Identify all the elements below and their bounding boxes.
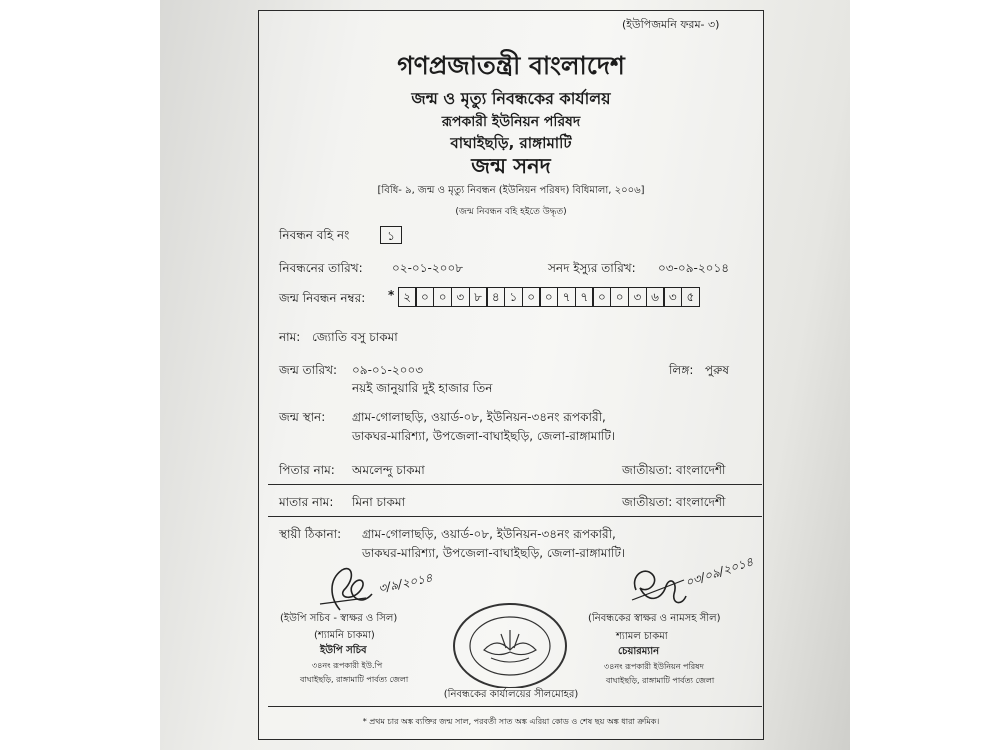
dob-label: জন্ম তারিখ:	[279, 363, 338, 377]
father-name: অমলেন্দু চাকমা	[352, 463, 425, 477]
document-title: জন্ম সনদ	[471, 154, 551, 178]
reg-no-digit: ০	[522, 287, 541, 307]
birthplace-line2: ডাকঘর-মারিশ্যা, উপজেলা-বাঘাইছড়ি, জেলা-রাঙ্গামাটি।	[352, 429, 616, 443]
registrar-sign-date: ০৩/০৯/২০১৪	[683, 554, 755, 590]
secretary-caption: (ইউপি সচিব - স্বাক্ষর ও সিল)	[280, 613, 398, 624]
reg-no-digit: ০	[415, 287, 434, 307]
registrar-signature	[622, 560, 702, 620]
reg-no-digit: ৬	[646, 287, 665, 307]
registrar-stamp-name: শ্যামল চাকমা	[616, 631, 668, 642]
father-label: পিতার নাম:	[279, 463, 335, 477]
reg-no-digit-boxes	[399, 287, 700, 307]
name-label: নাম:	[279, 330, 301, 344]
reg-no-digit: ৩	[451, 287, 470, 307]
mother-nationality-label: জাতীয়তা:	[622, 495, 673, 509]
reg-no-digit: ৩	[628, 287, 647, 307]
office-title: জন্ম ও মৃত্যু নিবন্ধকের কার্যালয়	[411, 89, 611, 108]
office-seal-caption: (নিবন্ধকের কার্যালয়ের সীলমোহর)	[443, 689, 579, 700]
mother-name: মিনা চাকমা	[352, 495, 406, 509]
footer-divider	[268, 706, 762, 707]
reg-date-label: নিবন্ধনের তারিখ:	[279, 261, 363, 275]
secretary-stamp-union: ৩৪নং রূপকারী ইউ.পি	[312, 661, 383, 670]
father-nationality-label: জাতীয়তা:	[622, 463, 673, 477]
divider	[268, 484, 762, 485]
address-label: স্থায়ী ঠিকানা:	[279, 527, 342, 541]
secretary-stamp-name: (শ্যামনি চাকমা)	[314, 630, 375, 641]
excerpt-note: (জন্ম নিবন্ধন বহি হইতে উদ্ধৃত)	[455, 207, 567, 217]
reg-date-value: ০২-০১-২০০৮	[392, 261, 464, 275]
union-name: রূপকারী ইউনিয়ন পরিষদ	[441, 114, 581, 130]
secretary-sign-date: ৩/৯/২০১৪	[377, 570, 434, 596]
reg-no-digit: ২	[398, 287, 417, 307]
sex-value: পুরুষ	[705, 363, 729, 377]
divider	[268, 516, 762, 517]
reg-no-digit: ৪	[486, 287, 505, 307]
name-value: জ্যোতি বসু চাকমা	[312, 330, 398, 344]
reg-no-digit: ৩	[663, 287, 682, 307]
reg-no-digit: ৮	[469, 287, 488, 307]
registrar-stamp-place: বাঘাইছড়ি, রাঙ্গামাটি পার্বত্য জেলা	[606, 676, 715, 685]
reg-no-digit: ১	[504, 287, 523, 307]
birthplace-line1: গ্রাম-গোলাছড়ি, ওয়ার্ড-০৮, ইউনিয়ন-৩৪নং রূপকারী,	[352, 410, 606, 424]
book-no-box: ১	[380, 226, 402, 244]
form-tag: (ইউপিজমনি ফরম- ৩)	[622, 18, 720, 31]
office-seal-emblem	[451, 600, 569, 688]
rule-reference: [বিধি- ৯, জন্ম ও মৃত্যু নিবন্ধন (ইউনিয়ন পরিষদ) বিধিমালা, ২০০৬]	[377, 185, 645, 196]
registrar-stamp-union: ৩৪নং রূপকারী ইউনিয়ন পরিষদ	[604, 662, 704, 671]
location-name: বাঘাইছড়ি, রাঙ্গামাটি	[450, 134, 572, 152]
mother-label: মাতার নাম:	[279, 495, 334, 509]
reg-no-digit: ০	[610, 287, 629, 307]
reg-no-digit: ০	[433, 287, 452, 307]
issue-date-label: সনদ ইস্যুর তারিখ:	[548, 261, 636, 275]
book-no-label: নিবন্ধন বহি নং	[279, 228, 350, 242]
birthplace-label: জন্ম স্থান:	[279, 410, 326, 424]
reg-no-digit: ০	[539, 287, 558, 307]
reg-no-label: জন্ম নিবন্ধন নম্বর:	[279, 291, 366, 305]
address-line1: গ্রাম-গোলাছড়ি, ওয়ার্ড-০৮, ইউনিয়ন-৩৪নং রূপকারী,	[362, 527, 616, 541]
reg-no-digit: ৭	[557, 287, 576, 307]
registrar-stamp-title: চেয়ারম্যান	[618, 646, 660, 657]
secretary-stamp-place: বাঘাইছড়ি, রাঙ্গামাটি পার্বত্য জেলা	[300, 675, 409, 684]
sex-label: লিঙ্গ:	[669, 363, 694, 377]
reg-no-digit: ০	[592, 287, 611, 307]
issue-date-value: ০৩-০৯-২০১৪	[658, 261, 730, 275]
dob-words: নয়ই জানুয়ারি দুই হাজার তিন	[352, 381, 493, 395]
secretary-stamp-title: ইউপি সচিব	[320, 645, 367, 656]
country-title: গণপ্রজাতন্ত্রী বাংলাদেশ	[397, 51, 625, 80]
father-nationality: বাংলাদেশী	[676, 463, 726, 477]
address-line2: ডাকঘর-মারিশ্যা, উপজেলা-বাঘাইছড়ি, জেলা-রাঙ্গামাটি।	[362, 546, 626, 560]
reg-no-digit: ৫	[681, 287, 700, 307]
mother-nationality: বাংলাদেশী	[676, 495, 726, 509]
footnote: * প্রথম চার অঙ্ক ব্যক্তির জন্ম সাল, পরবর্তী সাত অঙ্ক এরিয়া কোড ও শেষ ছয় অঙ্ক ধারা ক্রমিক।	[362, 717, 660, 726]
reg-no-digit: ৭	[575, 287, 594, 307]
registrar-caption: (নিবন্ধকের স্বাক্ষর ও নামসহ সীল)	[588, 613, 721, 624]
reg-no-star: *	[388, 288, 395, 302]
dob-value: ০৯-০১-২০০৩	[352, 363, 424, 377]
